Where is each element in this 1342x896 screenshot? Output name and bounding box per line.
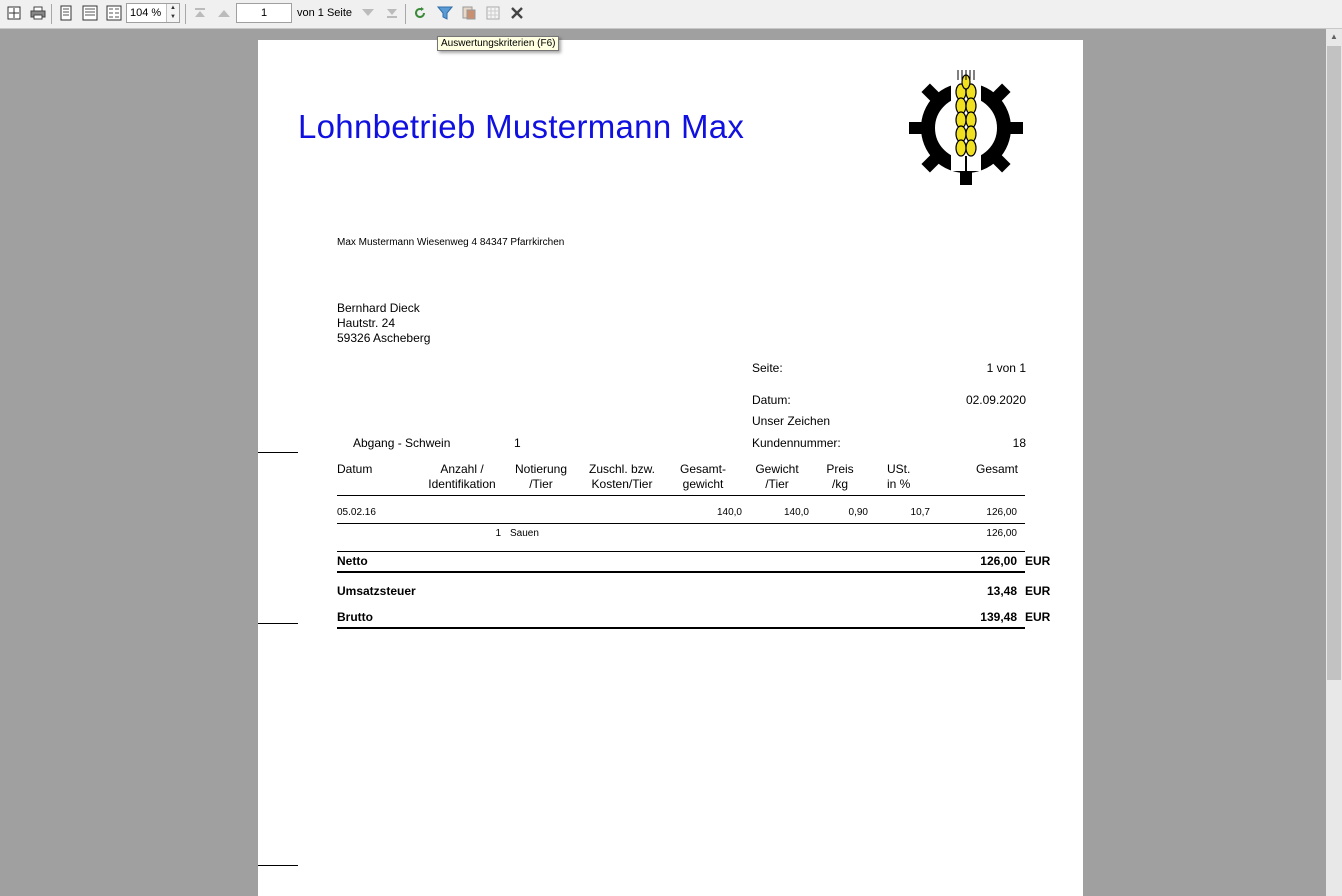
column-header-line: Notierung xyxy=(514,462,568,476)
ust-currency: EUR xyxy=(1025,584,1051,598)
column-header-line: Gesamt- xyxy=(679,462,726,476)
separator xyxy=(185,4,186,24)
row-gewicht-tier: 140,0 xyxy=(783,507,809,518)
column-header-datum xyxy=(337,462,372,477)
column-header-gesamtgewicht xyxy=(670,462,736,492)
first-page-icon[interactable] xyxy=(191,4,209,22)
single-page-icon[interactable] xyxy=(57,4,75,22)
row-gesamt: 126,00 xyxy=(986,507,1017,518)
filter-icon[interactable] xyxy=(436,4,454,22)
column-header-line: Preis xyxy=(826,462,854,476)
zoom-field[interactable] xyxy=(126,3,180,23)
refresh-icon[interactable] xyxy=(411,4,429,22)
subtotal-rule xyxy=(337,551,1025,552)
column-header-preis xyxy=(816,462,864,492)
date-value: 02.09.2020 xyxy=(965,393,1026,407)
export-icon[interactable] xyxy=(460,4,478,22)
spin-up-icon[interactable]: ▲ xyxy=(170,5,176,11)
fold-mark xyxy=(258,623,298,624)
section-label: Abgang - Schwein xyxy=(353,436,451,450)
brutto-value: 139,48 xyxy=(980,610,1017,624)
company-logo xyxy=(908,66,1030,188)
ust-value: 13,48 xyxy=(986,584,1017,598)
scroll-up-icon[interactable]: ▲ xyxy=(1330,32,1338,41)
separator xyxy=(51,4,52,24)
column-header-zuschlag xyxy=(580,462,664,492)
column-header-gewicht xyxy=(746,462,808,492)
column-header-notierung xyxy=(508,462,574,492)
reference-label: Unser Zeichen xyxy=(752,414,831,428)
fold-mark xyxy=(258,452,298,453)
column-header-anzahl xyxy=(421,462,503,492)
customer-number-label: Kundennummer: xyxy=(752,436,841,450)
section-count: 1 xyxy=(514,436,521,450)
subrow-anzahl: 1 xyxy=(495,528,501,539)
sender-line: Max Mustermann Wiesenweg 4 84347 Pfarrkirchen xyxy=(337,237,565,248)
row-ust: 10,7 xyxy=(910,507,930,518)
brutto-rule xyxy=(337,627,1025,629)
zoom-value: 104 % xyxy=(130,7,162,19)
recipient-city: 59326 Ascheberg xyxy=(337,331,431,345)
spin-down-icon[interactable]: ▼ xyxy=(170,14,176,20)
row-gesamtgewicht: 140,0 xyxy=(716,507,742,518)
zoom-spinner[interactable] xyxy=(166,4,179,22)
toolbar xyxy=(0,0,1342,29)
column-header-ust xyxy=(876,462,937,492)
print-icon[interactable] xyxy=(29,4,47,22)
page-count-label: von 1 Seite xyxy=(297,7,353,19)
report-page xyxy=(258,40,1083,896)
column-header-line: Gesamt xyxy=(975,462,1018,476)
column-header-line: /kg xyxy=(831,477,848,491)
row-rule xyxy=(337,523,1025,524)
brutto-currency: EUR xyxy=(1025,610,1051,624)
column-header-line: USt. xyxy=(887,462,911,476)
row-preis-kg: 0,90 xyxy=(848,507,868,518)
ust-label: Umsatzsteuer xyxy=(337,584,416,598)
two-page-icon[interactable] xyxy=(81,4,99,22)
recipient-address xyxy=(337,301,430,346)
page-number-input[interactable] xyxy=(236,3,292,23)
scrollbar-thumb[interactable] xyxy=(1327,46,1341,680)
netto-currency: EUR xyxy=(1025,554,1051,568)
recipient-name: Bernhard Dieck xyxy=(337,301,420,315)
prev-page-icon[interactable] xyxy=(215,4,233,22)
column-header-gesamt xyxy=(958,462,1018,477)
separator xyxy=(405,4,406,24)
column-header-line: Kosten/Tier xyxy=(591,477,653,491)
page-label: Seite: xyxy=(752,361,783,375)
column-header-line: /Tier xyxy=(529,477,553,491)
subrow-bezeichnung: Sauen xyxy=(510,528,539,539)
date-label: Datum: xyxy=(752,393,791,407)
column-header-line: Gewicht xyxy=(755,462,799,476)
column-header-line: /Tier xyxy=(765,477,789,491)
fold-mark xyxy=(258,865,298,866)
netto-value: 126,00 xyxy=(980,554,1017,568)
customer-number-value: 18 xyxy=(1012,436,1026,450)
recipient-street: Hautstr. 24 xyxy=(337,316,396,330)
grid-icon[interactable] xyxy=(484,4,502,22)
netto-label: Netto xyxy=(337,554,368,568)
column-header-line: Zuschl. bzw. xyxy=(588,462,656,476)
filter-tooltip: Auswertungskriterien (F6) xyxy=(437,36,559,51)
row-datum: 05.02.16 xyxy=(337,507,376,518)
company-name: Lohnbetrieb Mustermann Max xyxy=(298,108,745,145)
column-header-line: Anzahl / xyxy=(440,462,484,476)
page-value: 1 von 1 xyxy=(986,361,1026,375)
vertical-scrollbar[interactable] xyxy=(1326,29,1342,896)
netto-rule xyxy=(337,571,1025,573)
column-header-line: in % xyxy=(887,477,911,491)
fit-page-icon[interactable] xyxy=(5,4,23,22)
last-page-icon[interactable] xyxy=(383,4,401,22)
column-header-line: Identifikation xyxy=(428,477,496,491)
column-header-line: Datum xyxy=(337,462,373,476)
multi-page-icon[interactable] xyxy=(105,4,123,22)
brutto-label: Brutto xyxy=(337,610,373,624)
subrow-gesamt: 126,00 xyxy=(986,528,1017,539)
table-header-rule xyxy=(337,495,1025,496)
column-header-line: gewicht xyxy=(682,477,724,491)
page-number-value: 1 xyxy=(260,7,268,19)
next-page-icon[interactable] xyxy=(359,4,377,22)
close-icon[interactable] xyxy=(508,4,526,22)
